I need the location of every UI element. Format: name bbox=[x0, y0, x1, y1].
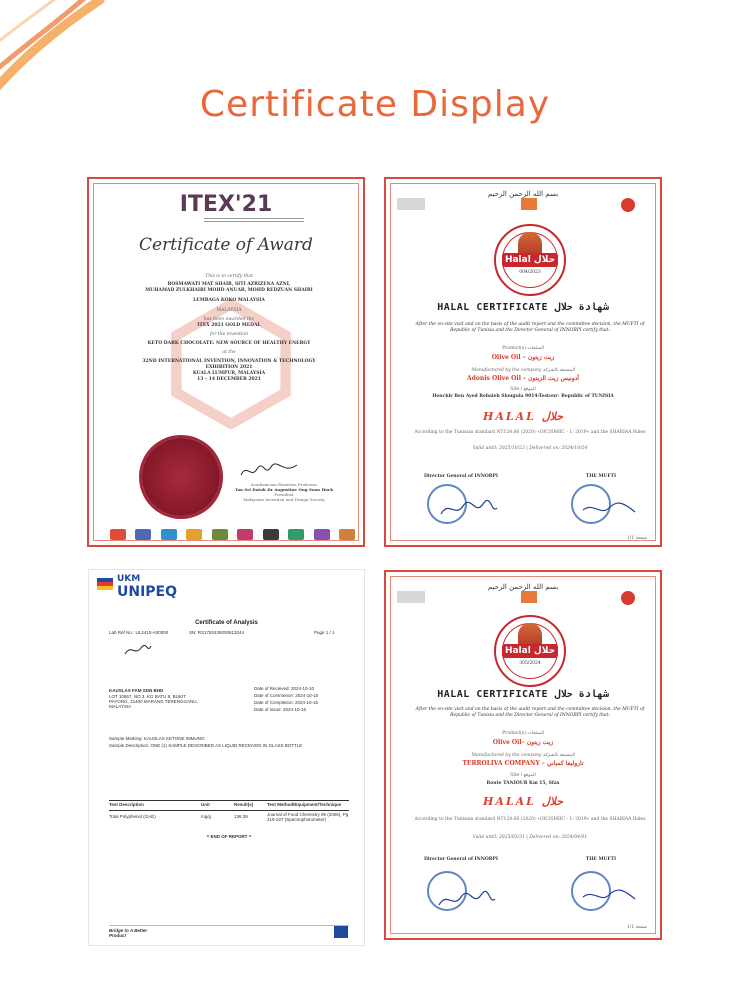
basmala: بسم الله الرحمن الرحيم bbox=[487, 190, 559, 198]
bridge-slogan: Bridge to A Better Product bbox=[109, 928, 148, 938]
sponsor-logo-icon bbox=[339, 529, 355, 540]
table-header-rule bbox=[109, 810, 349, 811]
site-label: Site / الموقع bbox=[510, 773, 536, 778]
dates: 13 – 14 DECEMBER 2021 bbox=[197, 377, 261, 382]
director-signature-icon bbox=[439, 496, 499, 522]
halal-certificate-adonis[interactable] bbox=[384, 177, 662, 547]
sponsor-logo-icon bbox=[237, 529, 253, 540]
names-line-2: MUHAMAD ZULKHAIRI MOHD ANUAR, MOHD REDZUAN SHAIRI bbox=[145, 288, 313, 293]
accreditation-logo-icon bbox=[334, 926, 348, 938]
sample-description: Sample Description: ONE (1) SAMPLE DESCRIBED AS LIQUID RECEIVED IN GLASS BOTTLE bbox=[109, 743, 303, 748]
site-address: Henchir Ben Ayed Rebaieb Slougula 9014-Testour- Republic of TUNISIA bbox=[432, 394, 614, 399]
country: MALAYSIA bbox=[216, 308, 242, 313]
sponsor-logo-icon bbox=[110, 529, 126, 540]
exhibition-line-2: EXHIBITION 2021 bbox=[205, 365, 253, 370]
client-address: LOT 10657, NO 3, KG BATU 8, BUKIT PAYONG, 21400 MARANG TERENGGANU, MALAYSIA bbox=[109, 694, 198, 709]
products-label: Product(s) المنتجات bbox=[502, 346, 544, 351]
validity-text: Valid until: 2025/10/23 | Delivered on: 2024/10/24 bbox=[472, 446, 588, 451]
halal-word: HALAL حلال bbox=[482, 410, 564, 423]
ukm-crest-icon bbox=[97, 578, 113, 590]
itex-award-certificate[interactable] bbox=[87, 177, 365, 547]
company-name: Adonis Olive Oil – أدونيس زيت الزيتون bbox=[467, 375, 579, 382]
award-heading: Certificate of Award bbox=[139, 235, 313, 255]
product-name: Olive Oil– زيت زيتون bbox=[492, 739, 554, 746]
unipeq-name: UNIPEQ bbox=[117, 584, 178, 600]
page-number: Page 1 / 1 bbox=[314, 630, 335, 635]
company-name: TERROLIVA COMPANY – تاروليفا كمباني bbox=[462, 760, 584, 767]
halal-certificate-title: HALAL CERTIFICATE شهادة حلال bbox=[437, 689, 609, 700]
organisation: LEMBAGA KOKO MALAYSIA bbox=[193, 298, 265, 303]
halal-logo-band: Halal حلال bbox=[502, 644, 558, 658]
standard-text: According to the Tunisian standard NT124.66 (2020) «OIC/SMIIC - 1: 2019» and the SHARIAA Rules bbox=[414, 430, 646, 435]
itex-logo-underline bbox=[204, 218, 304, 222]
row-method: Journal of Food Chemistry 95 (2006), Pg 219-227 (Spectrophotometer) bbox=[267, 812, 349, 822]
signature-icon bbox=[239, 461, 299, 481]
signer-title: President bbox=[274, 492, 294, 497]
footer-rule bbox=[109, 925, 349, 926]
validity-text: Valid until: 2025/03/31 | Delivered on: 2024/04/01 bbox=[472, 835, 588, 840]
sponsor-logo-icon bbox=[263, 529, 279, 540]
mufti-signature-icon bbox=[579, 496, 639, 522]
mufti-label: THE MUFTI bbox=[585, 857, 617, 862]
wax-seal-icon bbox=[142, 438, 220, 516]
table-top-rule bbox=[109, 800, 349, 801]
itex-logo: ITEX'21 bbox=[179, 192, 273, 217]
col-unit-header: Unit bbox=[201, 802, 210, 807]
ukm-name: UKM bbox=[117, 574, 141, 584]
tunisia-emblem-icon bbox=[621, 591, 635, 605]
signer-line: Academician Emeritus Professor bbox=[250, 482, 318, 487]
certify-text: This is to certify that bbox=[205, 274, 253, 279]
names-line-1: ROSMAWATI MAT SHAIR, SITI AZRIZENA AZNI, bbox=[167, 282, 291, 287]
date-commence: Date of Commence: 2024-10-10 bbox=[254, 693, 319, 698]
page-number: صفحة 1/1 bbox=[626, 536, 648, 541]
manufactured-label: Manufactured by the company المصنعة بالشركة bbox=[471, 753, 575, 758]
basmala: بسم الله الرحمن الرحيم bbox=[487, 583, 559, 591]
ministry-logo-icon bbox=[397, 591, 425, 603]
innorpi-logo-icon bbox=[521, 198, 537, 210]
date-issue: Date of Issue: 2024-10-16 bbox=[254, 707, 307, 712]
row-unit: mg/g bbox=[201, 814, 212, 819]
tunisia-emblem-icon bbox=[621, 198, 635, 212]
site-address: Route TANIOUR Km 15, Sfax bbox=[486, 781, 560, 786]
director-signature-icon bbox=[437, 887, 497, 913]
signer-org: Malaysian Invention and Design Society bbox=[243, 497, 325, 502]
mufti-label: THE MUFTI bbox=[585, 474, 617, 479]
intro-text: After the on-site visit and on the basis of the audit report and the committee decision, the MUFTI of Republic of Tunisia and the Director General of INNORPI certify that: bbox=[415, 707, 645, 718]
sponsor-logo-icon bbox=[135, 529, 151, 540]
date-completion: Date of Completion: 2024-10-15 bbox=[254, 700, 319, 705]
intro-text: After the on-site visit and on the basis of the audit report and the committee decision, the MUFTI of Republic of Tunisia and the Director General of INNORPI certify that: bbox=[415, 322, 645, 333]
awarded-text: has been awarded the bbox=[203, 317, 255, 322]
analysis-heading: Certificate of Analysis bbox=[195, 620, 258, 626]
end-of-report: = END OF REPORT = bbox=[206, 834, 252, 839]
invention-name: KETO DARK CHOCOLATE: NEW SOURCE OF HEALTHY ENERGY bbox=[147, 341, 311, 346]
mufti-signature-icon bbox=[579, 883, 639, 909]
col-test-header: Test Description bbox=[109, 802, 144, 807]
halal-logo-number: 305/2024 bbox=[519, 661, 541, 666]
product-name: Olive Oil – زيت زيتون bbox=[491, 354, 555, 361]
ministry-logo-icon bbox=[397, 198, 425, 210]
halal-logo bbox=[494, 615, 566, 687]
halal-certificate-terroliva[interactable] bbox=[384, 570, 662, 940]
sample-marking: Sample Marking: KAUSLAS KETONE IMMUNO bbox=[109, 736, 205, 741]
sponsor-logo-icon bbox=[161, 529, 177, 540]
row-result: 136.39 bbox=[234, 814, 248, 819]
place: KUALA LUMPUR, MALAYSIA bbox=[192, 371, 266, 376]
date-received: Date of Received: 2024-10-10 bbox=[254, 686, 315, 691]
sponsor-logos bbox=[110, 529, 355, 545]
halal-certificate-title: HALAL CERTIFICATE شهادة حلال bbox=[437, 302, 609, 313]
sponsor-logo-icon bbox=[212, 529, 228, 540]
serial-number: SN: RS1782435000613244 bbox=[189, 630, 245, 635]
page-title: Certificate Display bbox=[199, 84, 551, 125]
ukm-analysis-certificate[interactable] bbox=[89, 570, 364, 945]
halal-logo bbox=[494, 224, 566, 296]
manufactured-label: Manufactured by the company المصنعة بالشركة bbox=[471, 368, 575, 373]
director-label: Director General of INNORPI bbox=[424, 474, 498, 479]
director-label: Director General of INNORPI bbox=[424, 857, 498, 862]
sponsor-logo-icon bbox=[314, 529, 330, 540]
client-name: KAUSLAS FAM SDN BHD bbox=[109, 688, 164, 693]
products-label: Product(s) المنتجات bbox=[502, 731, 544, 736]
at-the-text: at the bbox=[222, 350, 236, 355]
for-invention-text: for the invention bbox=[209, 332, 249, 337]
lab-ref: Lab Ref No.: UL2410-A00000 bbox=[109, 630, 169, 635]
signer-name: Tan Sri Datuk Dr Augustine Ong Soon Hock bbox=[234, 487, 334, 492]
page-number: صفحة 1/1 bbox=[626, 925, 648, 930]
halal-logo-number: 004/2023 bbox=[519, 270, 541, 275]
exhibition-line-1: 32ND INTERNATIONAL INVENTION, INNOVATION & TECHNOLOGY bbox=[142, 359, 316, 364]
halal-logo-band: Halal حلال bbox=[502, 253, 558, 267]
col-method-header: Test Method/Equipment/Technique bbox=[267, 802, 342, 807]
halal-word: HALAL حلال bbox=[482, 795, 564, 808]
row-test: Total Polyphenol (GAE) bbox=[109, 814, 156, 819]
sponsor-logo-icon bbox=[288, 529, 304, 540]
site-label: Site / الموقع bbox=[510, 387, 536, 392]
standard-text: According to the Tunisian standard NT124.66 (2020) «OIC/SMIIC - 1: 2019» and the SHARIAA Rules bbox=[414, 817, 646, 822]
medal: ITEX 2021 GOLD MEDAL bbox=[197, 323, 261, 328]
col-result-header: Result(s) bbox=[234, 802, 254, 807]
sponsor-logo-icon bbox=[186, 529, 202, 540]
signature-icon bbox=[123, 642, 153, 658]
innorpi-logo-icon bbox=[521, 591, 537, 603]
